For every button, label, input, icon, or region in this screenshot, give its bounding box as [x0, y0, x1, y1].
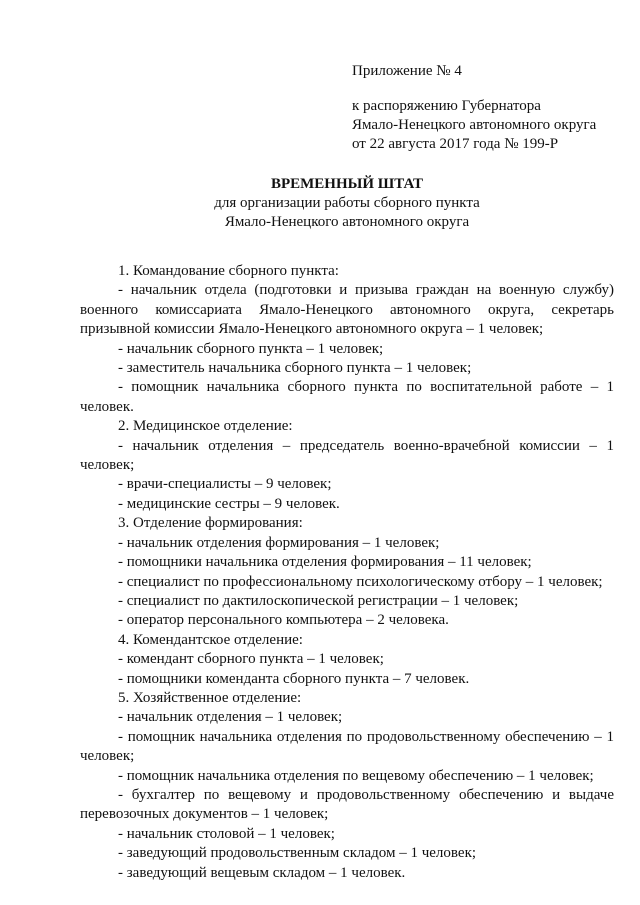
list-item: - бухгалтер по вещевому и продовольственному обеспечению и выдаче перевозочных документов – 1 человек;: [80, 786, 614, 823]
section-heading: 2. Медицинское отделение:: [118, 418, 293, 435]
list-item: - помощники коменданта сборного пункта – 7 человек.: [118, 670, 470, 687]
list-item: - начальник отдела (подготовки и призыва граждан на военную службу) военного комиссариата Ямало-Ненецкого автономного округа, секретарь призывной комиссии Ямало-Ненецкого автономного округа – 1 человек;: [80, 282, 614, 338]
section-heading: 5. Хозяйственное отделение:: [118, 689, 302, 706]
section-heading: 4. Комендантское отделение:: [118, 631, 303, 648]
list-item: - медицинские сестры – 9 человек.: [118, 495, 340, 512]
list-item: - заведующий продовольственным складом – 1 человек;: [118, 845, 477, 862]
section-heading: 3. Отделение формирования:: [118, 515, 303, 532]
list-item: - заведующий вещевым складом – 1 человек.: [118, 864, 406, 881]
list-item: - специалист по дактилоскопической регистрации – 1 человек;: [118, 592, 519, 609]
list-item: - начальник отделения – председатель военно-врачебной комиссии – 1 человек;: [80, 437, 614, 474]
list-item: - специалист по профессиональному психологическому отбору – 1 человек;: [118, 573, 603, 590]
document-title: ВРЕМЕННЫЙ ШТАТ: [270, 176, 424, 192]
document-title-block: [80, 175, 614, 232]
list-item: - оператор персонального компьютера – 2 человека.: [118, 612, 449, 629]
list-item: - комендант сборного пункта – 1 человек;: [118, 651, 384, 668]
document-subtitle-2: Ямало-Ненецкого автономного округа: [224, 214, 470, 230]
list-item: - врачи-специалисты – 9 человек;: [118, 476, 332, 493]
list-item: - помощник начальника сборного пункта по воспитательной работе – 1 человек.: [80, 379, 614, 415]
appendix-block: [352, 62, 622, 154]
section-heading: 1. Командование сборного пункта:: [118, 263, 339, 279]
list-item: - заместитель начальника сборного пункта – 1 человек;: [118, 360, 472, 377]
appendix-number: Приложение № 4: [352, 63, 462, 79]
list-item: - начальник столовой – 1 человек;: [118, 825, 335, 842]
appendix-line-1: к распоряжению Губернатора: [352, 98, 541, 114]
list-item: - помощники начальника отделения формирования – 11 человек;: [118, 554, 532, 571]
document-subtitle-1: для организации работы сборного пункта: [214, 195, 480, 211]
list-item: - помощник начальника отделения по продовольственному обеспечению – 1 человек;: [80, 728, 614, 765]
document-body: [80, 262, 614, 883]
list-item: - помощник начальника отделения по вещевому обеспечению – 1 человек;: [118, 767, 594, 784]
list-item: - начальник отделения формирования – 1 человек;: [118, 534, 440, 551]
list-item: - начальник отделения – 1 человек;: [118, 709, 343, 726]
appendix-line-2: Ямало-Ненецкого автономного округа: [352, 117, 597, 133]
appendix-line-3: от 22 августа 2017 года № 199-Р: [352, 136, 559, 152]
list-item: - начальник сборного пункта – 1 человек;: [118, 340, 384, 357]
